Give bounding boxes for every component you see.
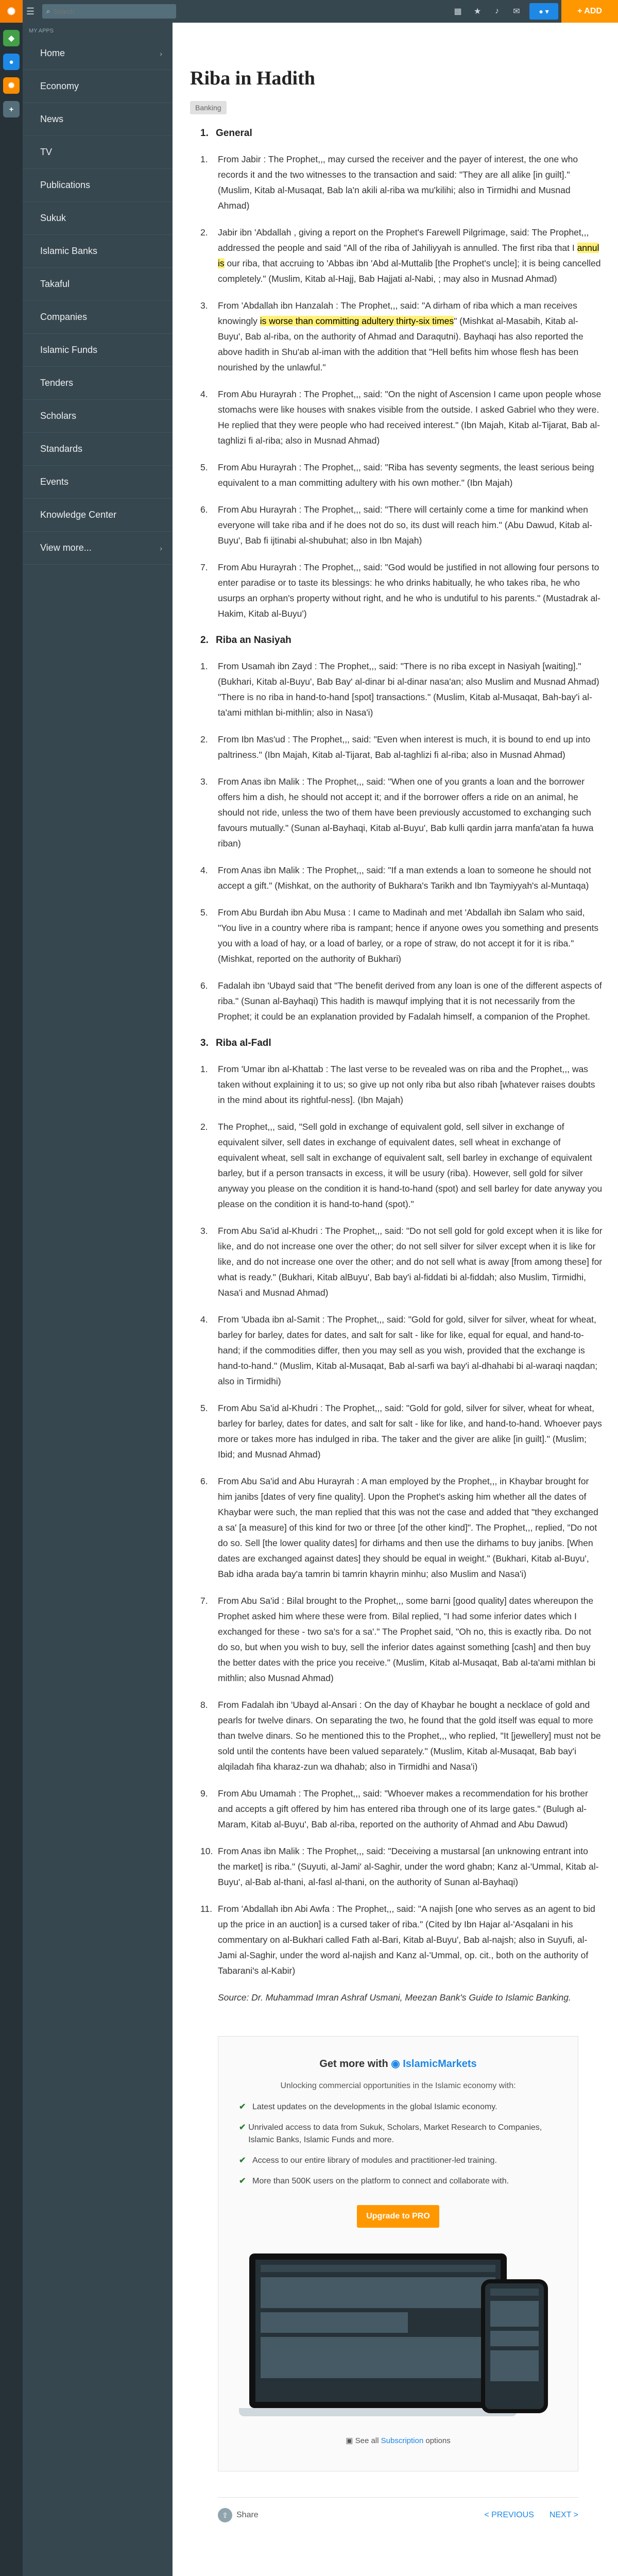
page-title: Riba in Hadith: [190, 67, 315, 89]
hadith-text: From Abu Hurayrah : The Prophet,,, said: "Riba has seventy segments, the least serious being equivalent to a man committing adultery with his own mother." (Ibn Majah): [218, 462, 594, 488]
sidebar-item[interactable]: [23, 136, 173, 169]
hadith-item: [200, 151, 603, 213]
hadith-number: 1.: [200, 1064, 208, 1074]
hadith-number: 5.: [200, 907, 208, 918]
hadith-item: [200, 1473, 603, 1582]
sidebar-item[interactable]: [23, 334, 173, 367]
hadith-number: 11.: [200, 1904, 213, 1914]
add-button[interactable]: + ADD: [561, 0, 618, 23]
source-note: Source: Dr. Muhammad Imran Ashraf Usmani, Meezan Bank's Guide to Islamic Banking.: [218, 1992, 571, 2003]
sidebar-item[interactable]: [23, 202, 173, 235]
hadith-text: From 'Ubada ibn al-Samit : The Prophet,,, said: "Gold for gold, silver for silver, wheat for wheat, barley for barley, dates for dates, and salt for salt - like for like, equal for equal, and hand-to-hand; if the commodities differ, then you may sell as you wish, provided that the exchange is hand-to-hand." (Muslim, Kitab al-Musaqat, Bab al-sarfi wa bay'i al-dhahabi bi al-waraqi naqdan; also in Tirmidhi): [218, 1314, 598, 1386]
hadith-section: [190, 635, 603, 1024]
promo-foot-prefix: See all: [355, 2436, 379, 2445]
sidebar-item-label: Knowledge Center: [40, 510, 117, 520]
sidebar-item-label: Economy: [40, 81, 79, 91]
hadith-number: 4.: [200, 1314, 208, 1325]
hadith-text: From Usamah ibn Zayd : The Prophet,,, said: "There is no riba except in Nasiyah [waiting]." (Bukhari, Kitab al-Buyu', Bab Bay' al-dinar bi al-dinar nasa'an; also Muslim and Musnad Ahmad) "There is no riba in hand-to-hand [spot] transactions." (Muslim, Kitab al-Musaqat, Bah-bay'i al-ta'ami mithlan bi-mithlin; also in Nasa'i): [218, 661, 599, 718]
hadith-text: From Abu Sa'id : Bilal brought to the Prophet,,, some barni [good quality] dates whereupon the Prophet asked him where these were from. Bilal replied, "I had some inferior dates which I exchanged for these - two sa's for a sa'." The Prophet said, "Oh no, this is exactly riba. Do not do so, but when you wish to buy, sell the inferior dates against something [cash] and then buy the better dates with the price you receive." (Muslim, Kitab al-Musaqat, Bab al-ta'ami mithlan bi mithlin; also Musnad Ahmad): [218, 1596, 596, 1683]
sidebar-header: MY APPS: [29, 28, 54, 34]
star-icon[interactable]: ★: [473, 7, 482, 16]
hadith-item: [200, 225, 603, 286]
hadith-text: The Prophet,,, said, "Sell gold in exchange of equivalent gold, sell silver in exchange of equivalent silver, sell dates in exchange of equivalent dates, sell wheat in exchange of equivalent wheat, sell salt in exchange of equivalent salt, sell barley in exchange of equivalent barley, but if a person transacts in excess, it will be usury (riba). However, sell gold for silver anyway you please on the condition it is hand-to-hand (spot) and sell barley for date anyway you please on the condition it is hand-to-hand (spot).": [218, 1122, 603, 1209]
share-button[interactable]: [218, 2508, 259, 2522]
share-label: Share: [236, 2511, 259, 2519]
hadith-item: [200, 1223, 603, 1300]
section-title-text: Riba al-Fadl: [216, 1038, 271, 1048]
hadith-item: [200, 1119, 603, 1212]
phone-screen: [481, 2279, 548, 2413]
sidebar-item[interactable]: [23, 466, 173, 499]
grid-icon[interactable]: ▦: [454, 7, 462, 16]
sidebar-item-label: Islamic Funds: [40, 345, 98, 355]
sidebar-item[interactable]: [23, 433, 173, 466]
person-icon[interactable]: ●: [3, 54, 20, 70]
hadith-item: [200, 1061, 603, 1108]
app-logo-icon[interactable]: ✺: [3, 77, 20, 94]
hadith-text: From Abu Hurayrah : The Prophet,,, said: "On the night of Ascension I came upon people whose stomachs were like houses with snakes visible from the outside. I asked Gabriel who they were. He replied that they were people who had received interest." (Ibn Majah, Kitab al-Tijarat, Bab al-taghlizi fi al-riba; also in Musnad Ahmad): [218, 389, 602, 446]
sidebar-item-label: Publications: [40, 180, 91, 190]
hadith-number: 7.: [200, 1596, 208, 1606]
check-icon: ✔: [239, 2156, 246, 2165]
hadith-item: [200, 560, 603, 621]
promo-feature: [239, 2101, 557, 2113]
sidebar-item-label: View more...: [40, 543, 92, 553]
top-bar: [0, 0, 618, 23]
hadith-item: [200, 460, 603, 490]
hadith-number: 1.: [200, 154, 208, 164]
upgrade-button[interactable]: Upgrade to PRO: [357, 2205, 439, 2228]
hadith-section: [190, 128, 603, 621]
sidebar-item-label: Takaful: [40, 279, 70, 289]
section-title: [200, 635, 603, 646]
top-icons: [448, 0, 618, 23]
section-number: 1.: [200, 128, 209, 139]
hadith-item: [200, 1843, 603, 1890]
hadith-number: 2.: [200, 227, 208, 238]
hadith-number: 2.: [200, 1122, 208, 1132]
article-nav: [484, 2511, 578, 2520]
sidebar-item-label: News: [40, 114, 64, 124]
check-icon: ✔: [239, 2103, 246, 2111]
sidebar-item-label: Islamic Banks: [40, 246, 98, 256]
see-all-icon: ▣: [346, 2436, 353, 2445]
sidebar-item-label: Companies: [40, 312, 88, 322]
sidebar-item-label: Tenders: [40, 378, 74, 388]
hadith-text: From Abu Burdah ibn Abu Musa : I came to Madinah and met 'Abdallah ibn Salam who said, "You live in a country where riba is rampant; hence if anyone owes you something and presents you with a load of hay, or a load of barley, or a rope of straw, do not accept it for it is riba." (Mishkat, reported on the authority of Bukhari): [218, 907, 599, 964]
sidebar-item[interactable]: [23, 499, 173, 532]
hadith-text: From Abu Sa'id al-Khudri : The Prophet,,, said: "Do not sell gold for gold except when it is like for like, and do not increase one over the other; do not sell silver for silver except when it is like for like, and do not increase one over the other; and do not sell what is away [from among these] for what is ready." (Bukhari, Kitab alBuyu', Bab bay'i al-fiddati bi al-fiddah; also Muslim, Tirmidhi, Nasa'i and Musnad Ahmad): [218, 1226, 603, 1298]
hadith-number: 6.: [200, 1476, 208, 1486]
hadith-number: 3.: [200, 1226, 208, 1236]
sidebar-item[interactable]: [23, 268, 173, 301]
search-box[interactable]: [42, 4, 176, 19]
sidebar-item-label: TV: [40, 147, 53, 157]
hadith-number: 8.: [200, 1700, 208, 1710]
section-title-text: General: [216, 128, 252, 139]
hadith-text: From Anas ibn Malik : The Prophet,,, said: "Deceiving a mustarsal [an unknowing entrant into the market] is riba." (Suyuti, al-Jami' al-Saghir, under the word ghabn; Kanz al-'Ummal, Kitab al-Buyu', al-Bab al-thani, al-fasl al-thani, on the authority of Sunan al-Bayhaqi): [218, 1846, 599, 1887]
brand-logo-icon: ◉: [391, 2058, 400, 2070]
hadith-text: From Abu Hurayrah : The Prophet,,, said: "God would be justified in not allowing four persons to enter paradise or to taste its blessings: he who drinks habitually, he who takes riba, he who usurps an orphan's property without right, and he who is undutiful to his parents." (Mustadrak al-Hakim, Kitab al-Buyu'): [218, 562, 601, 619]
next-link[interactable]: NEXT >: [549, 2511, 578, 2519]
hadith-text: From Abu Sa'id al-Khudri : The Prophet,,, said: "Gold for gold, silver for silver, wheat for wheat, barley for barley, dates for dates, and salt for salt - like for like, and hand-to-hand. Whoever pays more or takes more has indulged in riba. The taker and the giver are alike [in guilt]." (Muslim; Ibid; and Musnad Ahmad): [218, 1403, 602, 1460]
promo-feature: [239, 2155, 557, 2167]
hadith-number: 7.: [200, 562, 208, 572]
sidebar-item-label: Standards: [40, 444, 83, 454]
hadith-item: [200, 1786, 603, 1832]
hadith-number: 4.: [200, 865, 208, 875]
hadith-text: From 'Abdallah ibn Hanzalah : The Prophet,,, said: "A dirham of riba which a man receives knowingly is worse than committing adultery thirty-six times" (Mishkat al-Masabih, Kitab al-Buyu', Bab al-riba, on the authority of Ahmad and Daraqutni). Bayhaqi has also reported the above hadith in Shu'ab al-iman with the addition that "Hell befits him whose flesh has been nourished by the unlawful.": [218, 300, 583, 372]
highlighted-text: is worse than committing adultery thirty-six times: [260, 316, 454, 326]
hadith-number: 10.: [200, 1846, 213, 1856]
sidebar-item[interactable]: [23, 367, 173, 400]
hadith-section: [190, 1038, 603, 1978]
bell-icon[interactable]: ♪: [495, 7, 499, 15]
hadith-text: From Jabir : The Prophet,,, may cursed the receiver and the payer of interest, the one who records it and the two witnesses to the transaction and said: "They are all alike [in guilt]." (Muslim, Kitab al-Musaqat, Bab la'n akili al-riba wa mu'kilihi; also in Tirmidhi and Musnad Ahmad): [218, 154, 578, 211]
promo-feature: [239, 2122, 557, 2146]
sidebar-item[interactable]: [23, 70, 173, 103]
hadith-item: [200, 1697, 603, 1774]
laptop-screen: [249, 2253, 507, 2408]
hadith-item: [200, 658, 603, 720]
category-tag[interactable]: Banking: [190, 101, 227, 114]
hadith-text: From 'Abdallah ibn Abi Awfa : The Prophet,,, said: "A najish [one who serves as an agent to bid up the price in an auction] is a cursed taker of riba." (Cited by Ibn Hajar al-'Asqalani in his commentary on al-Bukhari called Fath al-Bari, Kitab al-Buyu', Bab al-najsh; also in Suyufi, al-Jami al-Saghir, under the word al-najish and Kanz al-'Ummal, op. cit., both on the authority of Tabarani's al-Kabir): [218, 1904, 595, 1976]
sidebar-item-label: Events: [40, 477, 69, 487]
menu-icon[interactable]: ☰: [26, 6, 35, 16]
hadith-item: [200, 774, 603, 851]
hadith-number: 1.: [200, 661, 208, 671]
promo-feature-text: Latest updates on the developments in the global Islamic economy.: [252, 2103, 497, 2111]
hadith-item: [200, 298, 603, 375]
sidebar: [23, 23, 173, 2576]
hadith-number: 5.: [200, 1403, 208, 1413]
section-number: 3.: [200, 1038, 209, 1048]
sidebar-item[interactable]: [23, 37, 173, 70]
main-content: [173, 23, 618, 2522]
hadith-text: Fadalah ibn 'Ubayd said that "The benefit derived from any loan is one of the different aspects of riba." (Sunan al-Bayhaqi) This hadith is mawquf implying that it is not necessarily from the Prophet; it could be an explanation provided by Fadalah himself, a companion of the Prophet.: [218, 980, 602, 1022]
hadith-number: 3.: [200, 776, 208, 787]
hadith-text: From Ibn Mas'ud : The Prophet,,, said: "Even when interest is much, it is bound to end up into paltriness." (Ibn Majah, Kitab al-Tijarat, Bab al-taghlizi fi al-riba; also in Musnad Ahmad): [218, 734, 591, 760]
laptop-base: [239, 2408, 517, 2416]
section-title: [200, 128, 603, 139]
hadith-number: 5.: [200, 462, 208, 472]
sidebar-item-label: Scholars: [40, 411, 77, 421]
hadith-item: [200, 732, 603, 762]
hadith-item: [200, 502, 603, 548]
sidebar-item[interactable]: [23, 103, 173, 136]
hadith-number: 6.: [200, 504, 208, 515]
hadith-text: Jabir ibn 'Abdallah , giving a report on the Prophet's Farewell Pilgrimage, said: The Prophet,,, addressed the people and said "All of the riba of Jahiliyyah is annulled. The first riba that I annul is our riba, that accruing to 'Abbas ibn 'Abd al-Muttalib [the Prophet's uncle]; it is being cancelled completely." (Muslim, Kitab al-Hajj, Bab Hajjati al-Nabi, ; may also in Musnad Ahmad): [218, 227, 601, 284]
hadith-number: 2.: [200, 734, 208, 744]
share-icon: ⇪: [218, 2508, 232, 2522]
promo-foot-suffix: options: [425, 2436, 451, 2445]
promo-subtitle: Unlocking commercial opportunities in the Islamic economy with:: [280, 2081, 516, 2090]
hadith-number: 4.: [200, 389, 208, 399]
hadith-item: [200, 978, 603, 1024]
promo-feature-text: Unrivaled access to data from Sukuk, Scholars, Market Research to Companies, Islamic Banks, Islamic Funds and more.: [248, 2123, 542, 2144]
sidebar-item[interactable]: [23, 532, 173, 565]
hadith-text: From Abu Sa'id and Abu Hurayrah : A man employed by the Prophet,,, in Khaybar brought for him janibs [dates of very fine quality]. Upon the Prophet's asking him whether all the dates of Khaybar were such, the man replied that this was not the case and added that "they exchanged a sa' [a measure] of this kind for two or three [of the other kind]". The Prophet,,, replied, "Do not do so. Sell [the lower quality dates] for dirhams and then use the dirhams to buy janibs. [When dates are exchanged against dates] they should be equal in weight." (Bukhari, Kitab al-Buyu', Bab idha arada bay'a tamrin bi tamrin khayrin minhu; also Muslim and Nasa'i): [218, 1476, 598, 1579]
hadith-text: From 'Umar ibn al-Khattab : The last verse to be revealed was on riba and the Prophet,,, was taken without explaining it to us; so give up not only riba but also ribah [whatever raises doubts in the mind about its rightful-ness]. (Ibn Majah): [218, 1064, 595, 1105]
section-title: [200, 1038, 603, 1049]
leaf-icon[interactable]: ◆: [3, 30, 20, 46]
hadith-number: 9.: [200, 1788, 208, 1799]
hadith-item: [200, 1593, 603, 1686]
site-logo[interactable]: ✺: [0, 0, 23, 23]
hadith-item: [200, 1901, 603, 1978]
hadith-text: From Anas ibn Malik : The Prophet,,, said: "If a man extends a loan to someone he should not accept a gift." (Mishkat, on the authority of Bukhara's Tarikh and Ibn Taymiyyah's al-Muntaqa): [218, 865, 591, 891]
promo-footer: [239, 2436, 557, 2445]
hadith-text: From Abu Umamah : The Prophet,,, said: "Whoever makes a recommendation for his brother and accepts a gift offered by him has entered riba through one of its large gates." (Bulugh al-Maram, Kitab al-Buyu', Bab al-riba, reported on the authority of Ahmad and Abu Dawud): [218, 1788, 588, 1829]
avatar[interactable]: ● ▾: [529, 3, 558, 20]
promo-title: [239, 2057, 557, 2070]
chat-icon[interactable]: ✉: [513, 7, 520, 16]
previous-link[interactable]: < PREVIOUS: [484, 2511, 534, 2519]
hadith-number: 3.: [200, 300, 208, 311]
hadith-item: [200, 862, 603, 893]
article-footer: [218, 2497, 578, 2522]
sidebar-item[interactable]: [23, 301, 173, 334]
hadith-text: From Anas ibn Malik : The Prophet,,, said: "When one of you grants a loan and the borrower offers him a dish, he should not accept it; and if the borrower offers a ride on an animal, he should not ride, unless the two of them have been previously accustomed to exchanging such favours mutually." (Sunan al-Bayhaqi, Kitab al-Buyu', Bab kulli qardin jarra manfa'atan fa huwa riban): [218, 776, 594, 849]
hadith-text: From Fadalah ibn 'Ubayd al-Ansari : On the day of Khaybar he bought a necklace of gold and pearls for twelve dinars. On separating the two, he found that the gold itself was equal to more than twelve dinars. So he mentioned this to the Prophet,,, who replied, "It [jewellery] must not be sold until the contents have been valued separately." (Muslim, Kitab al-Musaqat, Bab bay'i alqiladah fiha kharaz-zun wa dhahab; also in Tirmidhi and Nasa'i): [218, 1700, 601, 1772]
sidebar-item-label: Home: [40, 48, 65, 58]
devices-illustration: [239, 2248, 558, 2424]
app-icon-bar: [0, 23, 23, 2576]
search-icon: ⌕: [46, 7, 50, 15]
sidebar-item[interactable]: [23, 400, 173, 433]
check-icon: ✔: [239, 2177, 246, 2185]
section-title-text: Riba an Nasiyah: [216, 635, 291, 646]
promo-title-prefix: Get more with: [319, 2058, 388, 2070]
section-number: 2.: [200, 635, 209, 646]
plus-icon[interactable]: +: [3, 101, 20, 117]
chevron-icon: ›: [160, 49, 162, 58]
promo-feature: [239, 2175, 557, 2188]
hadith-item: [200, 905, 603, 967]
promo-box: [218, 2036, 578, 2471]
promo-feature-text: More than 500K users on the platform to connect and collaborate with.: [252, 2177, 509, 2185]
chevron-icon: ›: [160, 544, 162, 552]
hadith-item: [200, 1312, 603, 1389]
promo-feature-text: Access to our entire library of modules and practitioner-led training.: [252, 2156, 497, 2165]
highlighted-text: annul is: [218, 243, 599, 268]
sidebar-item-label: Sukuk: [40, 213, 66, 223]
hadith-item: [200, 386, 603, 448]
sidebar-item[interactable]: [23, 235, 173, 268]
search-input[interactable]: [53, 8, 161, 15]
subscription-link[interactable]: Subscription: [381, 2436, 424, 2445]
promo-brand: IslamicMarkets: [403, 2058, 477, 2070]
hadith-text: From Abu Hurayrah : The Prophet,,, said: "There will certainly come a time for mankind when everyone will take riba and if he does not do so, its dust will reach him." (Abu Dawud, Kitab al-Buyu', Bab fi ijtinabi al-shubuhat; also in Ibn Majah): [218, 504, 592, 546]
sidebar-item[interactable]: [23, 169, 173, 202]
check-icon: ✔: [239, 2123, 246, 2132]
hadith-number: 6.: [200, 980, 208, 991]
hadith-item: [200, 1400, 603, 1462]
